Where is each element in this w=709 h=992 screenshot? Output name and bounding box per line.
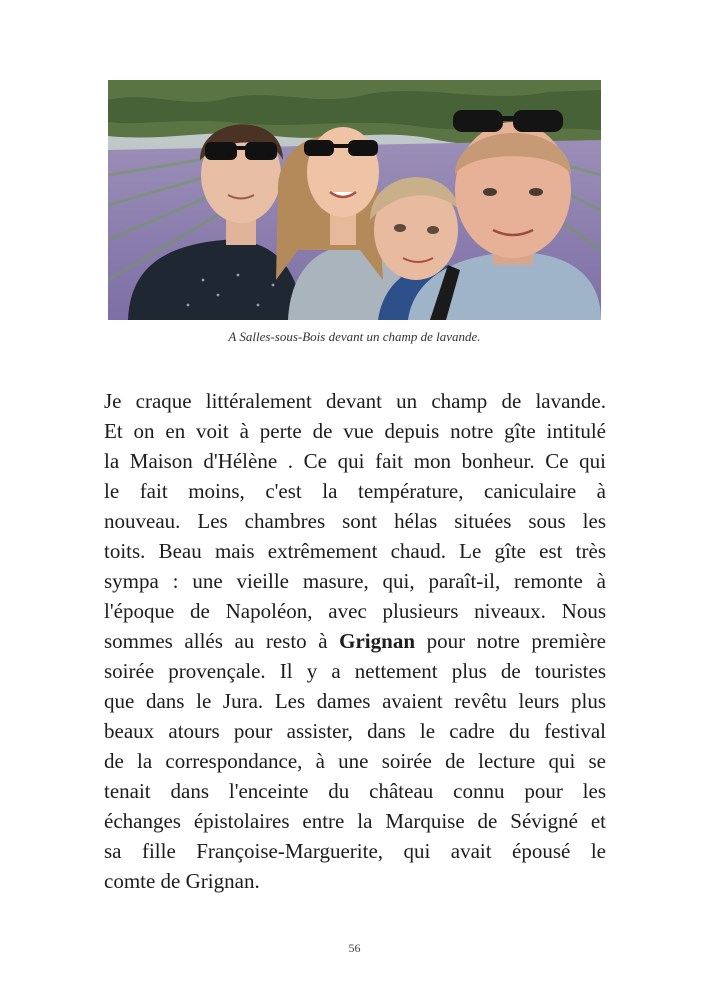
body-paragraph — [104, 386, 606, 896]
paragraph-line: nouveau. Les chambres sont hélas situées sous les — [104, 509, 606, 533]
page-number: 56 — [348, 941, 361, 955]
paragraph-line: toits. Beau mais extrêmement chaud. Le gîte est très — [104, 539, 606, 563]
paragraph-line: le fait moins, c'est la température, caniculaire à — [104, 479, 606, 503]
paragraph-line: Je craque littéralement devant un champ de lavande. — [104, 389, 606, 413]
paragraph-line: soirée provençale. Il y a nettement plus de touristes — [104, 659, 606, 683]
photo-lavender-field — [108, 80, 601, 320]
paragraph-line: tenait dans l'enceinte du château connu pour les — [104, 779, 606, 803]
place-name-bold: Grignan — [339, 629, 416, 653]
paragraph-line: sympa : une vieille masure, qui, paraît-il, remonte à — [104, 569, 606, 593]
photo-image — [108, 80, 601, 320]
paragraph-line: échanges épistolaires entre la Marquise de Sévigné et — [104, 809, 606, 833]
paragraph-line: sa fille Françoise-Marguerite, qui avait épousé le — [104, 839, 606, 863]
paragraph-line: comte de Grignan. — [104, 869, 260, 893]
paragraph-line: que dans le Jura. Les dames avaient revêtu leurs plus — [104, 689, 606, 713]
paragraph-line: l'époque de Napoléon, avec plusieurs niveaux. Nous — [104, 599, 606, 623]
paragraph-line: beaux atours pour assister, dans le cadre du festival — [104, 719, 606, 743]
photo-caption: A Salles-sous-Bois devant un champ de lavande. — [228, 329, 481, 344]
paragraph-line: la Maison d'Hélène . Ce qui fait mon bonheur. Ce qui — [104, 449, 606, 473]
line-text: pour notre première — [415, 629, 606, 653]
paragraph-line — [104, 626, 606, 656]
paragraph-line: de la correspondance, à une soirée de lecture qui se — [104, 749, 606, 773]
paragraph-line: Et on en voit à perte de vue depuis notre gîte intitulé — [104, 419, 606, 443]
line-text: sommes allés au resto à — [104, 629, 340, 653]
